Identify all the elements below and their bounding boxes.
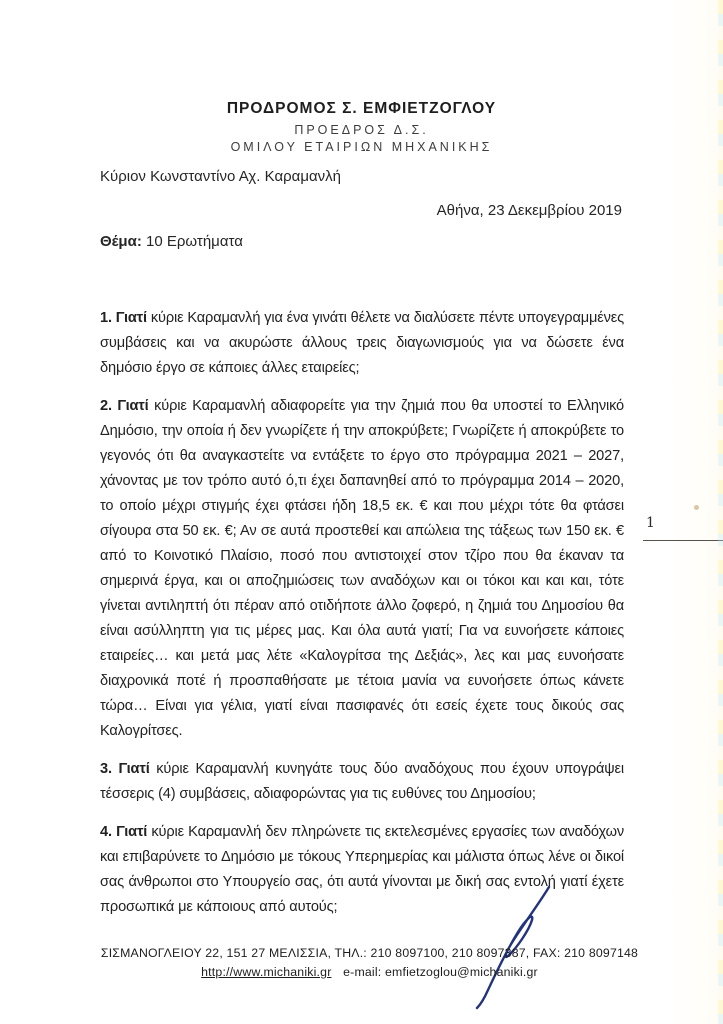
footer-contact-line: ΣΙΣΜΑΝΟΓΛΕΙΟΥ 22, 151 27 ΜΕΛΙΣΣΙΑ, ΤΗΛ.: 210 8097100, 210 8097387, FAX: 210 8097148 xyxy=(100,946,639,960)
paragraph-4-text: κύριε Καραμανλή δεν πληρώνετε τις εκτελεσμένες εργασίες των αναδόχων και επιβαρύνετε το Δημόσιο με τόκους Υπερημερίας και μάλιστα όπως λένε οι δικοί σας άνθρωποι στο Υπουργείο σας, ότι αυτά γίνονται με δική σας εντολή γιατί έχετε προσωπικά με κάποιους από αυτούς; xyxy=(100,824,624,915)
paragraph-2-text: κύριε Καραμανλή αδιαφορείτε για την ζημιά που θα υποστεί το Ελληνικό Δημόσιο, την οποία ή δεν γνωρίζετε ή την αποκρύβετε; Γνωρίζετε ή αποκρύβετε το γεγονός ότι θα αναγκαστείτε να εντάξετε το έργο στο πρόγραμμα 2021 – 2027, χάνοντας με τον τρόπο αυτό ό,τι έχει δαπανηθεί από το πρόγραμμα 2014 – 2020, το οποίο μέχρι στιγμής έχει φτάσει ήδη 18,5 εκ. € και που μέχρι τότε θα φτάσει σίγουρα στα 50 εκ. €; Αν σε αυτά προστεθεί και απώλεια της τάξεως των 150 εκ. € από το Κοινοτικό Πλαίσιο, ποσό που αντιστοιχεί στον τζίρο που θα έκαναν τα σημερινά έργα, και οι αποζημιώσεις των αναδόχων και οι τόκοι και και και, τότε γίνεται αντιληπτή ότι πέραν από οτιδήποτε άλλο ζοφερό, η ζημιά του Δημοσίου θα είναι ασύλληπτη για τις μέρες μας. Και όλα αυτά γιατί; Για να ευνοήσετε κάποιες εταιρείες… και μετά μας λέτε «Καλογρίτσα της Δεξιάς», λες και μας ευνοήσατε διαχρονικά ποτέ ή προσπαθήσατε με τέτοια μανία να ευνοήσετε όπως κάνετε τώρα… Είναι για γέλια, γιατί είναι πασιφανές ότι εσείς έχετε τους δικούς σας Καλογρίτσες. xyxy=(100,398,625,739)
paragraph-1-lead: 1. Γιατί xyxy=(100,310,147,326)
sender-name: ΠΡΟΔΡΟΜΟΣ Σ. ΕΜΦΙΕΤΖΟΓΛΟΥ xyxy=(226,100,497,117)
footer xyxy=(0,946,723,979)
paragraph-4-lead: 4. Γιατί xyxy=(100,824,148,840)
paragraph-3 xyxy=(100,757,624,807)
email-text: e-mail: emfietzoglou@michaniki.gr xyxy=(343,965,538,979)
paragraph-1-text: κύριε Καραμανλή για ένα γινάτι θέλετε να διαλύσετε πέντε υπογεγραμμένες συμβάσεις και να ακυρώστε άλλους τρεις διαγωνισμούς για να δώσετε ένα δημόσιο έργο σε κάποιες άλλες εταιρείες; xyxy=(100,310,624,376)
sender-role-line1: ΠΡΟΕΔΡΟΣ Δ.Σ. xyxy=(294,123,429,137)
scan-artifact-dot xyxy=(694,505,699,510)
date-line: Αθήνα, 23 Δεκεμβρίου 2019 xyxy=(436,202,622,219)
footer-web-line xyxy=(16,965,723,979)
sender-role-line2: ΟΜΙΛΟΥ ΕΤΑΙΡΙΩΝ ΜΗΧΑΝΙΚΗΣ xyxy=(230,140,493,154)
subject-value: 10 Ερωτήματα xyxy=(146,233,243,250)
letter-body xyxy=(100,306,624,933)
letterhead xyxy=(0,100,723,157)
page-number-underline xyxy=(643,540,723,541)
subject-line xyxy=(100,233,243,250)
paragraph-3-text: κύριε Καραμανλή κυνηγάτε τους δύο αναδόχους που έχουν υπογράψει τέσσερις (4) συμβάσεις, αδιαφορώντας για τις ευθύνες του Δημοσίου; xyxy=(100,761,624,802)
website-link: http://www.michaniki.gr xyxy=(201,965,332,979)
paragraph-2 xyxy=(100,394,624,744)
paragraph-3-lead: 3. Γιατί xyxy=(100,761,150,777)
page-number: 1 xyxy=(646,515,655,531)
subject-label: Θέμα: xyxy=(100,233,142,250)
paragraph-1 xyxy=(100,306,624,381)
paragraph-2-lead: 2. Γιατί xyxy=(100,398,149,414)
recipient-line: Κύριον Κωνσταντίνο Αχ. Καραμανλή xyxy=(100,168,341,185)
